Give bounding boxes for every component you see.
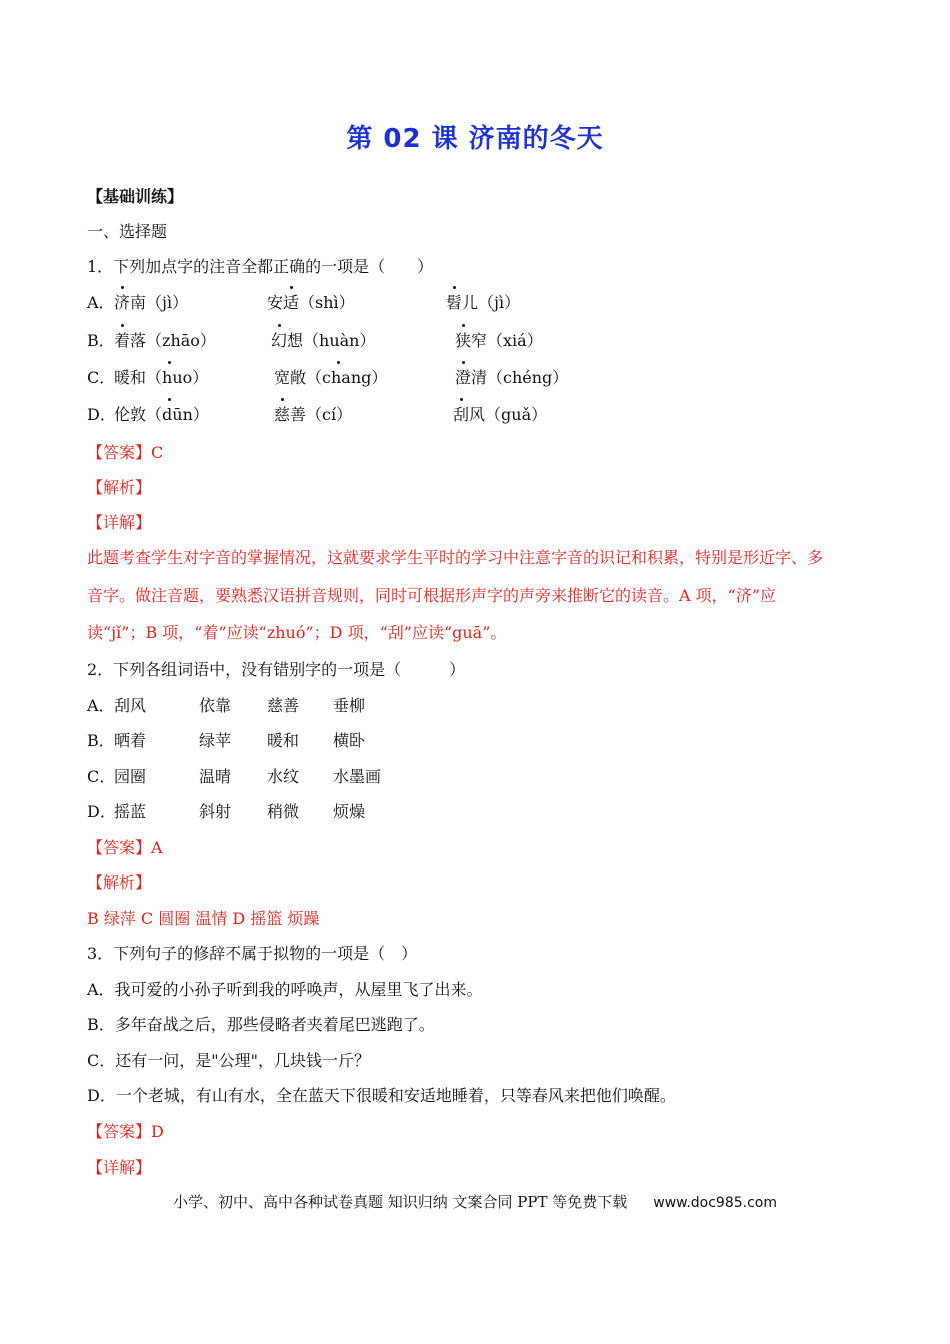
q3-option-a: A．我可爱的小孙子听到我的呼唤声，从屋里飞了出来。 — [87, 980, 483, 999]
q2-option-a: A． 刮风 依靠 慈善 垂柳 — [87, 696, 366, 715]
q3-answer: 【答案】D — [87, 1122, 164, 1141]
q1-detail-line-3: 读“jǐ”；B 项，“着”应读“zhuó”；D 项，“刮”应读“guā”。 — [87, 623, 507, 642]
q3-option-d: D．一个老城，有山有水，全在蓝天下很暖和安适地睡着，只等春风来把他们唤醒。 — [87, 1086, 676, 1105]
q2-stem: 2．下列各组词语中，没有错别字的一项是（ ） — [87, 660, 466, 679]
q3-stem: 3．下列句子的修辞不属于拟物的一项是（ ） — [87, 944, 418, 963]
part-heading: 一、选择题 — [87, 222, 168, 241]
q1-stem: 1．下列加点字的注音全都正确的一项是（ ） — [87, 257, 434, 276]
q1-detail-line-2: 音字。做注音题，要熟悉汉语拼音规则，同时可根据形声字的声旁来推断它的读音。A 项，“济”应 — [87, 586, 777, 605]
page-title: 第 02 课 济南的冬天 — [346, 124, 604, 154]
q1-analysis-tag: 【解析】 — [87, 478, 152, 497]
section-heading: 【基础训练】 — [87, 187, 184, 206]
q1-option-d: D． 伦敦（dūn） 慈善（cí） 刮风（guǎ） — [87, 405, 548, 424]
q2-answer: 【答案】A — [87, 838, 163, 857]
q1-option-c: C． 暖和（huo） 宽敞（chang） 澄清（chéng） — [87, 368, 569, 387]
q3-detail-tag: 【详解】 — [87, 1158, 152, 1177]
q1-answer: 【答案】C — [87, 443, 164, 462]
q3-option-b: B．多年奋战之后，那些侵略者夹着尾巴逃跑了。 — [87, 1015, 435, 1034]
q1-detail-line-1: 此题考查学生对字音的掌握情况，这就要求学生平时的学习中注意字音的识记和积累，特别是形近字、多 — [87, 548, 824, 567]
page-footer — [0, 1191, 950, 1212]
q2-analysis-tag: 【解析】 — [87, 873, 152, 892]
q1-detail-tag: 【详解】 — [87, 513, 152, 532]
footer-text: 小学、初中、高中各种试卷真题 知识归纳 文案合同 PPT 等免费下载 — [172, 1193, 628, 1211]
q2-analysis: B 绿萍 C 圆圈 温情 D 摇篮 烦躁 — [87, 909, 320, 928]
q2-option-c: C． 园圈 温晴 水纹 水墨画 — [87, 767, 382, 786]
q1-option-b: B． 着落（zhāo） 幻想（huàn） 狭窄（xiá） — [87, 331, 543, 350]
q1-option-a: A． 济南（jì） 安适（shì） 髫儿（jì） — [87, 293, 521, 312]
q2-option-b: B． 晒着 绿苹 暖和 横卧 — [87, 731, 366, 750]
q2-option-d: D． 摇蓝 斜射 稍微 烦燥 — [87, 802, 366, 821]
footer-site-link[interactable]: www.doc985.com — [653, 1195, 777, 1211]
q3-option-c: C．还有一问，是"公理"，几块钱一斤？ — [87, 1051, 370, 1070]
